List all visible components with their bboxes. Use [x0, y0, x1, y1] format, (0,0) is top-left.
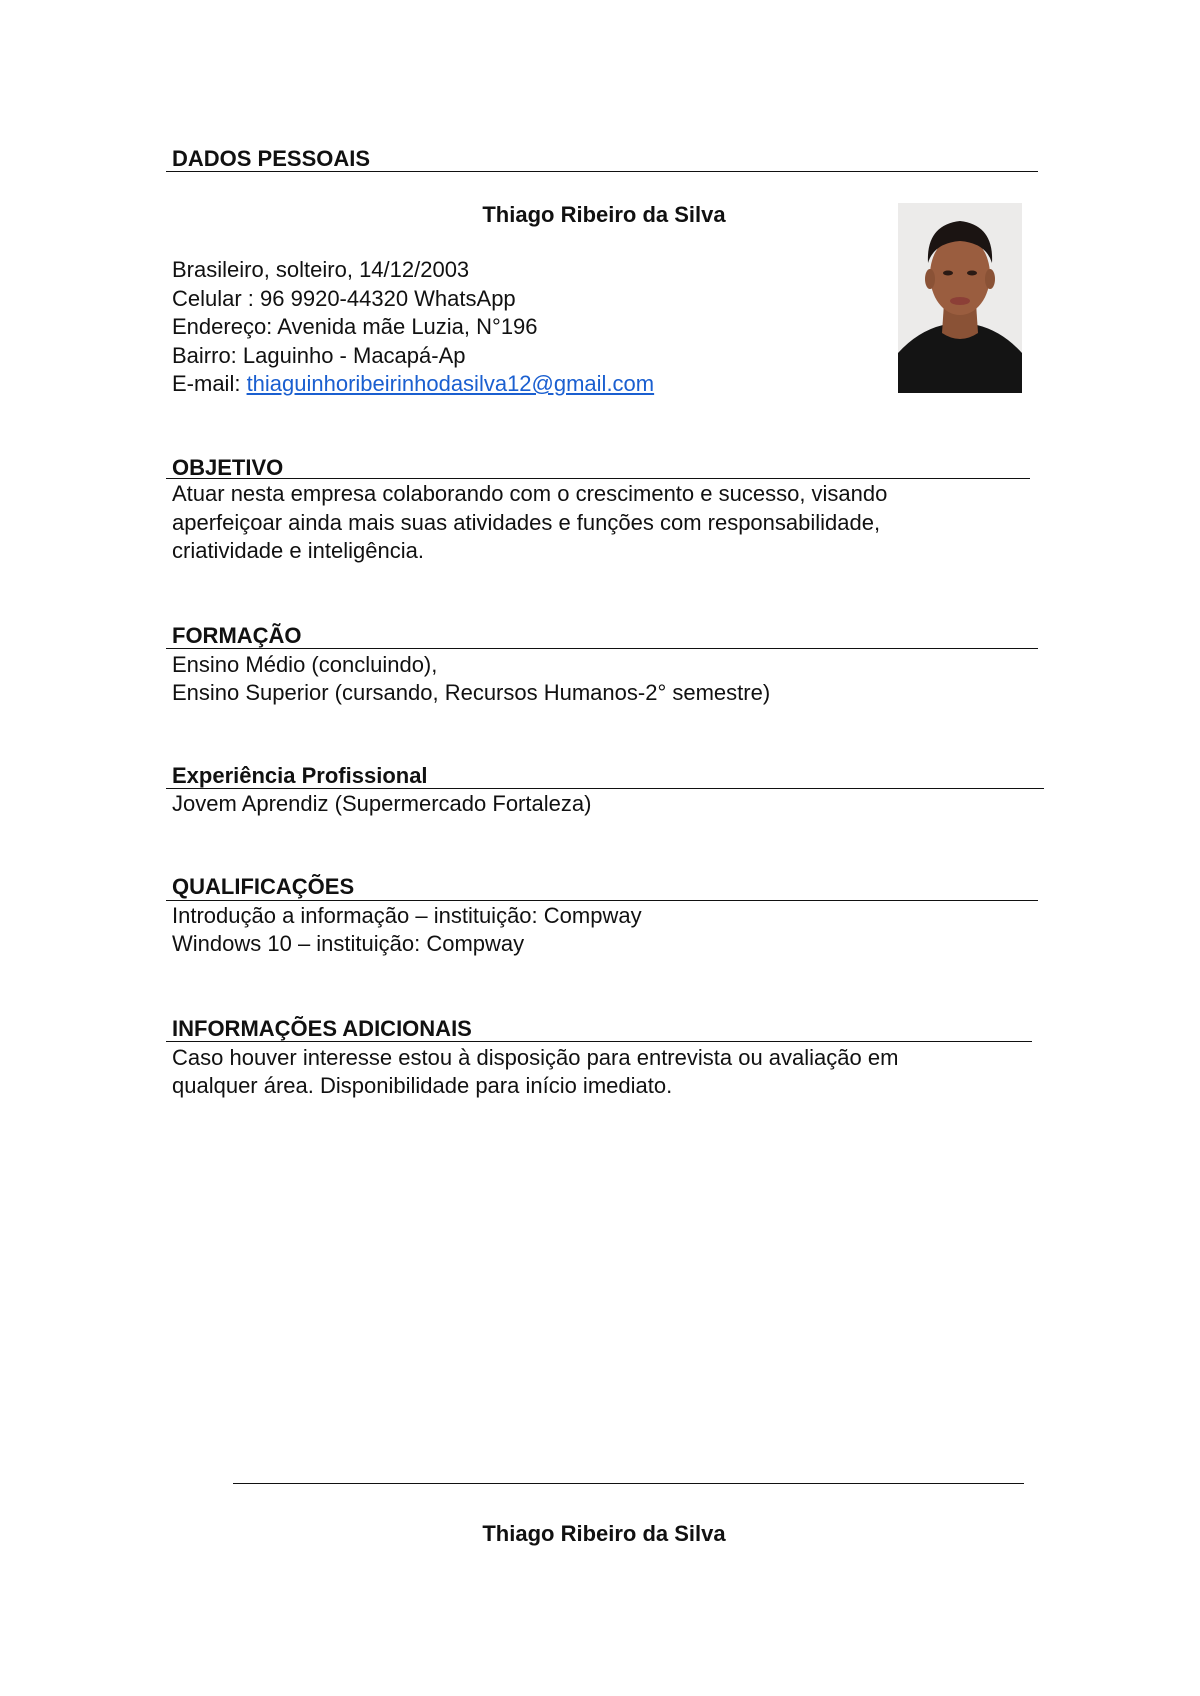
qualification-line: Introdução a informação – instituição: Compway: [172, 903, 642, 928]
objective-line: criatividade e inteligência.: [172, 538, 424, 563]
candidate-name: Thiago Ribeiro da Silva: [482, 202, 726, 227]
section-title-objetivo: OBJETIVO: [172, 455, 284, 480]
education-line: Ensino Médio (concluindo),: [172, 652, 438, 677]
email-line: [172, 370, 654, 399]
qualification-line: Windows 10 – instituição: Compway: [172, 931, 525, 956]
section-rule: [166, 1041, 1032, 1042]
email-label: E-mail:: [172, 371, 247, 396]
signature-name: Thiago Ribeiro da Silva: [482, 1521, 726, 1546]
section-title-formacao: FORMAÇÃO: [172, 623, 302, 648]
section-title-informacoes: INFORMAÇÕES ADICIONAIS: [172, 1016, 472, 1041]
signature-line: [233, 1483, 1024, 1484]
section-rule: [166, 648, 1038, 649]
phone-line: Celular : 96 9920-44320 WhatsApp: [172, 286, 516, 311]
portrait-photo: [898, 203, 1022, 393]
section-title-qualificacoes: QUALIFICAÇÕES: [172, 874, 355, 899]
objective-line: aperfeiçoar ainda mais suas atividades e funções com responsabilidade,: [172, 510, 881, 535]
objective-line: Atuar nesta empresa colaborando com o crescimento e sucesso, visando: [172, 481, 888, 506]
section-title-dados-pessoais: DADOS PESSOAIS: [172, 146, 371, 171]
portrait-photo-icon: [898, 203, 1022, 393]
personal-info-line: Brasileiro, solteiro, 14/12/2003: [172, 257, 470, 282]
neighborhood-line: Bairro: Laguinho - Macapá-Ap: [172, 343, 466, 368]
experience-line: Jovem Aprendiz (Supermercado Fortaleza): [172, 791, 592, 816]
additional-info-line: qualquer área. Disponibilidade para início imediato.: [172, 1073, 673, 1098]
email-link[interactable]: thiaguinhoribeirinhodasilva12@gmail.com: [246, 371, 655, 396]
section-rule: [166, 900, 1038, 901]
additional-info-line: Caso houver interesse estou à disposição para entrevista ou avaliação em: [172, 1045, 899, 1070]
address-line: Endereço: Avenida mãe Luzia, N°196: [172, 314, 538, 339]
section-rule: [166, 171, 1038, 172]
section-title-experiencia: Experiência Profissional: [172, 763, 428, 788]
section-rule: [166, 788, 1044, 789]
education-line: Ensino Superior (cursando, Recursos Humanos-2° semestre): [172, 680, 771, 705]
section-rule: [166, 478, 1030, 479]
